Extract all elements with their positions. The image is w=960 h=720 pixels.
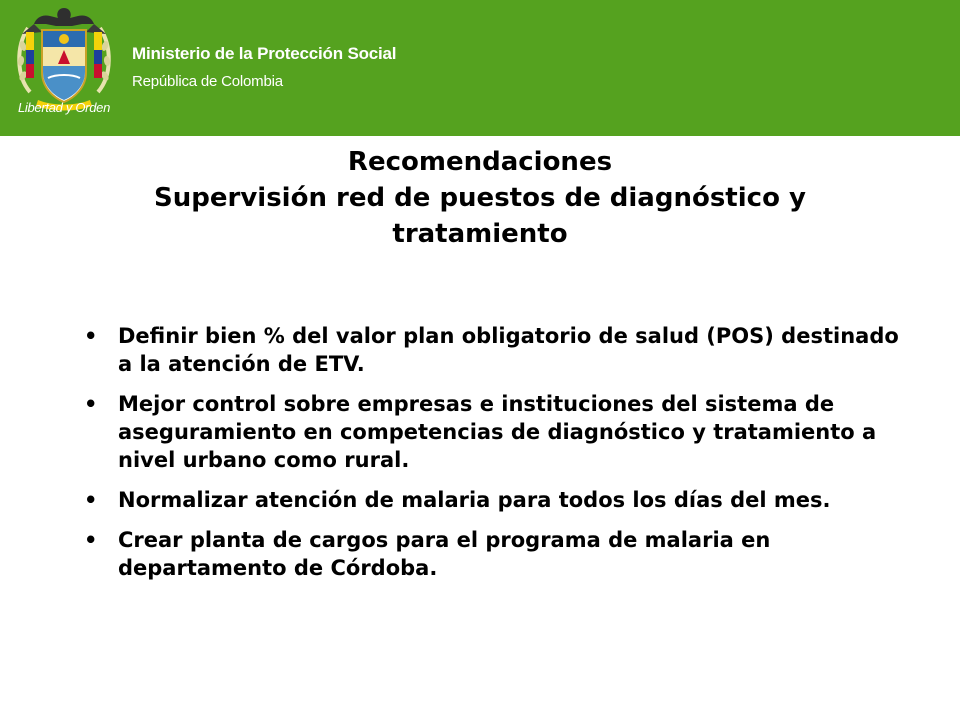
list-item xyxy=(80,486,900,514)
list-item-text: Crear planta de cargos para el programa de malaria en departamento de Córdoba. xyxy=(118,528,771,580)
title-line-1: Recomendaciones xyxy=(347,147,613,177)
bullet-icon: • xyxy=(84,392,98,416)
title-line-2: Supervisión red de puestos de diagnóstico y xyxy=(154,183,806,213)
bullet-icon: • xyxy=(84,488,98,512)
organization-country: República de Colombia xyxy=(132,73,283,90)
list-item xyxy=(80,390,900,474)
recommendations-list xyxy=(80,322,900,594)
title-line-3: tratamiento xyxy=(392,219,568,249)
crest-motto: Libertad y Orden xyxy=(17,100,111,115)
list-item-text: Mejor control sobre empresas e instituciones del sistema de aseguramiento en competencias de diagnóstico y tratamiento a nivel urbano como rural. xyxy=(118,392,877,472)
list-item-text: Definir bien % del valor plan obligatorio de salud (POS) destinado a la atención de ETV. xyxy=(118,324,899,376)
list-item xyxy=(80,526,900,582)
list-item xyxy=(80,322,900,378)
header-band xyxy=(0,0,960,136)
bullet-icon: • xyxy=(84,528,98,552)
bullet-icon: • xyxy=(84,324,98,348)
organization-name: Ministerio de la Protección Social xyxy=(132,44,397,63)
list-item-text: Normalizar atención de malaria para todos los días del mes. xyxy=(118,488,831,512)
page-title xyxy=(40,144,920,252)
